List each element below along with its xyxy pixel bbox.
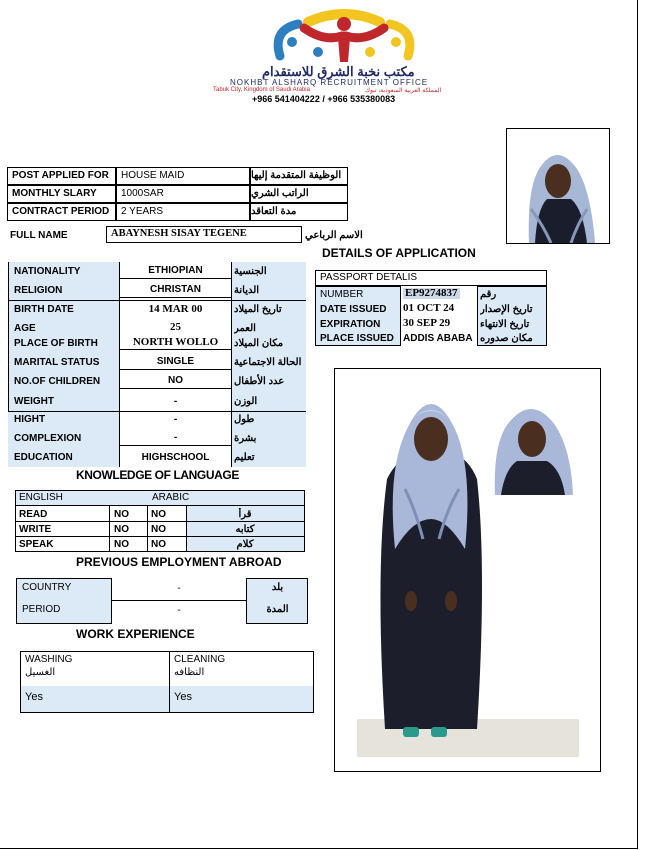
passport-number-value <box>400 286 478 301</box>
nationality-label: NATIONALITY <box>14 265 81 277</box>
period-value: - <box>177 605 181 616</box>
portrait-person-icon <box>507 129 609 243</box>
language-divider-3 <box>186 506 187 552</box>
full-name-label: FULL NAME <box>10 230 68 241</box>
full-name-label-arabic: الاسم الرباعي <box>305 230 363 241</box>
marital-status-label: MARITAL STATUS <box>14 356 100 368</box>
height-value: - <box>173 413 178 425</box>
weight-label-arabic: الوزن <box>234 395 258 407</box>
write-english: NO <box>114 523 129 535</box>
place-of-birth-label: PLACE OF BIRTH <box>14 337 98 349</box>
children-label: NO.OF CHILDREN <box>14 375 101 387</box>
language-row-line-1 <box>15 521 305 522</box>
children-label-arabic: عدد الأطفال <box>234 375 285 387</box>
language-heading: KNOWLEDGE OF LANGUAGE <box>76 468 239 482</box>
contract-label: CONTRACT PERIOD <box>7 203 116 221</box>
nationality-value: ETHIOPIAN <box>120 264 231 279</box>
complexion-label: COMPLEXION <box>14 432 82 444</box>
write-label-arabic: كتابه <box>235 523 255 535</box>
country-value: - <box>177 583 181 594</box>
religion-label: RELIGION <box>14 284 63 296</box>
full-body-person-icon <box>335 369 600 771</box>
read-label: READ <box>19 508 48 520</box>
speak-label: SPEAK <box>19 538 54 550</box>
experience-divider <box>169 651 170 713</box>
expiration-value: 30 SEP 29 <box>400 316 478 331</box>
place-issued-label: PLACE ISSUED <box>320 333 394 344</box>
applicant-full-photo <box>334 368 601 772</box>
post-label: POST APPLIED FOR <box>7 167 116 185</box>
write-arabic: NO <box>151 523 166 535</box>
passport-number-label: NUMBER <box>320 289 364 300</box>
language-divider-1 <box>109 506 110 552</box>
english-column-label: ENGLISH <box>19 492 63 503</box>
education-label: EDUCATION <box>14 451 73 463</box>
logo-emblem-icon <box>268 8 420 70</box>
full-name-value: ABAYNESH SISAY TEGENE <box>106 226 302 243</box>
birth-date-value: 14 MAR 00 <box>148 303 203 315</box>
washing-label: WASHING <box>25 654 73 665</box>
children-value: NO <box>120 374 231 389</box>
education-value: HIGHSCHOOL <box>141 451 210 463</box>
place-issued-label-arabic: مكان صدوره <box>480 333 533 344</box>
salary-label-arabic: الراتب الشري <box>250 185 348 203</box>
height-label: HIGHT <box>14 413 46 425</box>
post-value: HOUSE MAID <box>116 167 250 185</box>
details-heading: DETAILS OF APPLICATION <box>322 246 476 260</box>
country-label-arabic: بلد <box>271 582 284 593</box>
nationality-label-arabic: الجنسية <box>234 265 267 277</box>
complexion-value: - <box>120 431 231 446</box>
weight-label: WEIGHT <box>14 395 54 407</box>
contract-label-arabic: مدة التعاقد <box>250 203 348 221</box>
experience-heading: WORK EXPERIENCE <box>76 627 195 641</box>
country-label: COUNTRY <box>22 582 72 593</box>
birth-date-label: BIRTH DATE <box>14 303 74 315</box>
expiration-label-arabic: تاريخ الانتهاء <box>480 319 530 330</box>
age-label: AGE <box>14 322 36 334</box>
office-phones: +966 541404222 / +966 535380083 <box>252 94 396 104</box>
period-label: PERIOD <box>22 604 61 615</box>
write-label: WRITE <box>19 523 52 535</box>
personal-table-left-border <box>8 262 9 412</box>
cleaning-value: Yes <box>174 691 192 703</box>
religion-value: CHRISTAN <box>120 283 231 298</box>
place-of-birth-value: NORTH WOLLO <box>120 335 231 350</box>
marital-status-value: SINGLE <box>120 355 231 370</box>
expiration-label: EXPIRATION <box>320 319 381 330</box>
place-of-birth-label-arabic: مكان الميلاد <box>234 337 284 349</box>
complexion-label-arabic: بشرة <box>234 432 257 444</box>
personal-divider <box>8 300 306 301</box>
contract-value: 2 YEARS <box>116 203 250 221</box>
read-arabic: NO <box>151 508 166 520</box>
post-label-arabic: الوظيفة المتقدمة إليها <box>250 167 348 185</box>
cleaning-label-arabic: النظافه <box>174 667 205 678</box>
height-label-arabic: طول <box>234 413 255 425</box>
speak-arabic: NO <box>151 538 166 550</box>
employment-heading: PREVIOUS EMPLOYMENT ABROAD <box>76 555 282 569</box>
date-issued-value: 01 OCT 24 <box>400 301 478 316</box>
age-label-arabic: العمر <box>234 322 256 334</box>
weight-value: - <box>173 395 178 407</box>
arabic-column-label: ARABIC <box>152 492 190 503</box>
salary-label: MONTHLY SLARY <box>7 185 116 203</box>
applicant-portrait-photo <box>506 128 610 244</box>
date-issued-label: DATE ISSUED <box>320 304 387 315</box>
language-row-line-2 <box>15 536 305 537</box>
office-name-arabic: مكتب نخبة الشرق للاستقدام <box>262 64 415 79</box>
place-issued-value: ADDIS ABABA <box>400 331 478 346</box>
office-name-english: NOKHBT ALSHARQ RECRUITMENT OFFICE <box>230 78 429 87</box>
office-location-arabic: المملكة العربية السعودية، تبوك <box>365 88 442 94</box>
speak-english: NO <box>114 538 129 550</box>
employment-row-line <box>111 600 247 601</box>
passport-title: PASSPORT DETALIS <box>315 270 547 286</box>
speak-label-arabic: كلام <box>236 538 254 550</box>
office-location: Tabuk City, Kingdom of Saudi Arabia <box>213 87 310 93</box>
cleaning-label: CLEANING <box>174 654 226 665</box>
age-value: 25 <box>170 321 181 333</box>
washing-label-arabic: الغسيل <box>25 667 56 678</box>
language-divider-2 <box>147 506 148 552</box>
read-english: NO <box>114 508 129 520</box>
read-label-arabic: قرأ <box>238 508 252 520</box>
religion-label-arabic: الديانة <box>234 284 260 296</box>
passport-number-text: EP9274837 <box>405 287 458 299</box>
period-label-arabic: المدة <box>266 604 289 615</box>
birth-date-label-arabic: تاريخ الميلاد <box>234 303 282 315</box>
washing-value: Yes <box>25 691 43 703</box>
marital-status-label-arabic: الحالة الاجتماعية <box>234 356 302 368</box>
date-issued-label-arabic: تاريخ الإصدار <box>480 304 533 315</box>
salary-value: 1000SAR <box>116 185 250 203</box>
education-label-arabic: تعليم <box>234 451 255 463</box>
passport-number-label-arabic: رقم <box>480 289 497 300</box>
